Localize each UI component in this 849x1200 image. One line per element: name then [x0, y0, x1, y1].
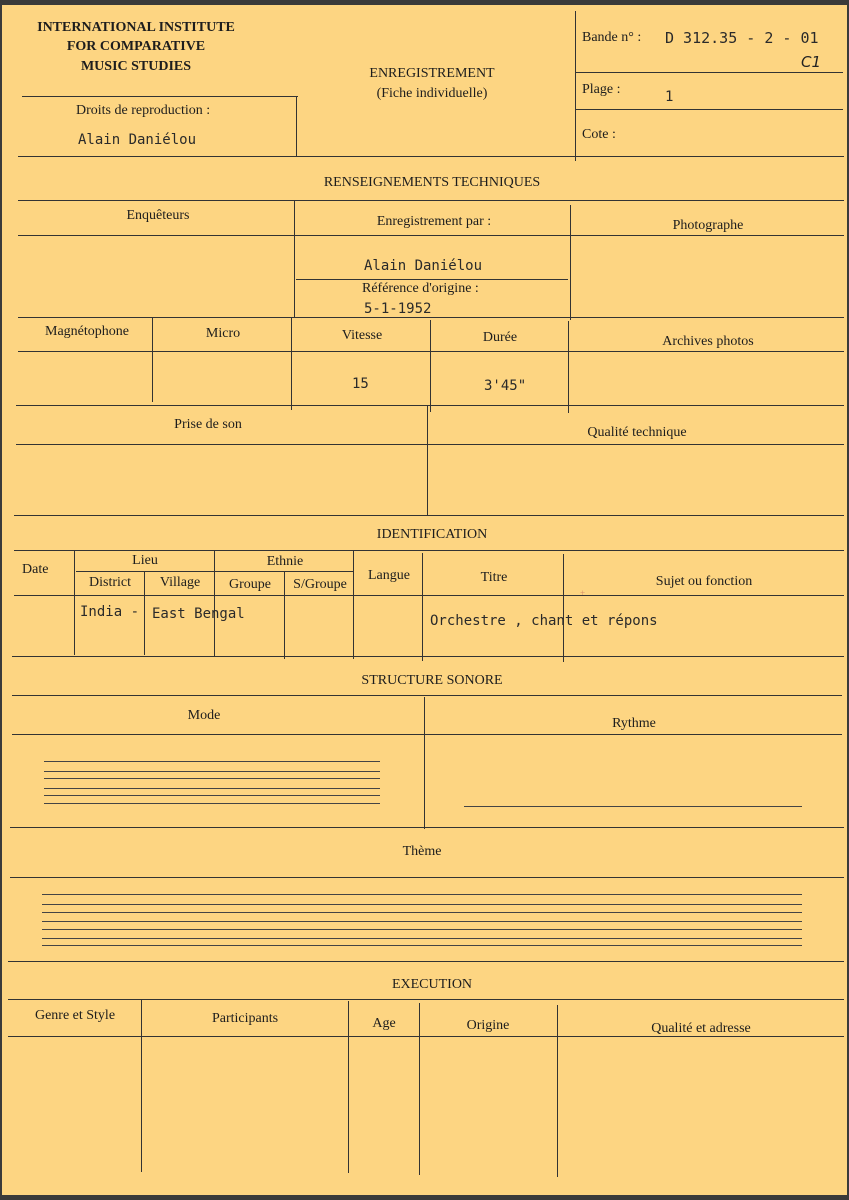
rule [12, 734, 842, 735]
prise-de-son-label: Prise de son [174, 417, 242, 432]
mode-line [44, 778, 380, 779]
enregistrement-par-label: Enregistrement par : [376, 214, 492, 229]
cote-label: Cote : [582, 127, 616, 142]
photographe-label: Photographe [672, 218, 744, 233]
rule [10, 827, 844, 828]
titre-value: Orchestre , chant et répons [430, 613, 658, 629]
structure-section-title: STRUCTURE SONORE [361, 673, 503, 688]
rule [8, 961, 844, 962]
mode-line [44, 761, 380, 762]
ethnie-label: Ethnie [266, 554, 304, 569]
theme-line [42, 912, 802, 913]
micro-label: Micro [205, 326, 241, 341]
rule [294, 201, 295, 317]
theme-line [42, 921, 802, 922]
rule [557, 1005, 558, 1177]
vitesse-label: Vitesse [341, 328, 383, 343]
rule [141, 1000, 142, 1172]
rule [427, 406, 428, 516]
age-label: Age [372, 1016, 396, 1031]
rule [18, 351, 844, 352]
rule [284, 571, 285, 659]
rule [14, 515, 844, 516]
rights-value: Alain Daniélou [78, 132, 197, 148]
rule [8, 1036, 844, 1037]
participants-label: Participants [211, 1011, 279, 1026]
duree-value: 3'45" [484, 378, 527, 394]
titre-label: Titre [480, 570, 508, 585]
rule [14, 595, 844, 596]
mode-line [44, 803, 380, 804]
mode-line [44, 795, 380, 796]
institute-name-line1: INTERNATIONAL INSTITUTE [37, 20, 235, 35]
rule [16, 405, 844, 406]
theme-line [42, 945, 802, 946]
theme-line [42, 929, 802, 930]
rule [22, 96, 298, 97]
district-value: India - [80, 604, 140, 620]
magnetophone-label: Magnétophone [45, 324, 129, 339]
rule [570, 205, 571, 320]
rule [18, 200, 844, 201]
rule [12, 695, 842, 696]
rythme-line [464, 806, 802, 807]
rule [16, 444, 844, 445]
village-label: Village [159, 575, 201, 590]
rights-label: Droits de reproduction : [76, 103, 211, 118]
origine-label: Origine [466, 1018, 510, 1033]
qualite-adresse-label: Qualité et adresse [651, 1021, 751, 1036]
rule [353, 551, 354, 659]
rule [8, 999, 844, 1000]
rule [18, 317, 844, 318]
rule [18, 235, 844, 236]
sgroupe-label: S/Groupe [293, 577, 347, 592]
qualite-technique-label: Qualité technique [587, 425, 687, 440]
rule [74, 551, 75, 655]
rule [424, 697, 425, 829]
village-value: East Bengal [152, 606, 245, 622]
execution-section-title: EXECUTION [391, 977, 473, 992]
plage-label: Plage : [582, 82, 621, 97]
groupe-label: Groupe [229, 577, 271, 592]
rythme-label: Rythme [612, 716, 656, 731]
rule [430, 320, 431, 412]
enqueteurs-label: Enquêteurs [126, 208, 190, 223]
mode-line [44, 771, 380, 772]
lieu-label: Lieu [132, 553, 158, 568]
bande-value: D 312.35 - 2 - 01 [665, 29, 819, 47]
rule [144, 571, 145, 655]
bande-label: Bande n° : [582, 30, 642, 45]
rule [14, 550, 844, 551]
rule [576, 72, 843, 73]
rule [296, 279, 568, 280]
theme-line [42, 894, 802, 895]
form-subtitle: (Fiche individuelle) [376, 86, 488, 101]
reference-value: 5-1-1952 [364, 301, 432, 317]
duree-label: Durée [482, 330, 518, 345]
institute-name-line2: FOR COMPARATIVE [66, 39, 206, 54]
rule [419, 1003, 420, 1175]
identification-section-title: IDENTIFICATION [376, 527, 488, 542]
archives-photos-label: Archives photos [662, 334, 754, 349]
sujet-fonction-label: Sujet ou fonction [655, 574, 753, 589]
form-title: ENREGISTREMENT [369, 66, 495, 81]
vitesse-value: 15 [352, 376, 369, 392]
rule [12, 656, 844, 657]
theme-line [42, 938, 802, 939]
enregistrement-par-value: Alain Daniélou [364, 258, 483, 274]
rule [10, 877, 844, 878]
rule [214, 551, 215, 657]
technical-section-title: RENSEIGNEMENTS TECHNIQUES [323, 175, 541, 190]
genre-style-label: Genre et Style [34, 1008, 116, 1023]
rule [152, 352, 153, 402]
rule [576, 109, 843, 110]
langue-label: Langue [368, 568, 410, 583]
theme-line [42, 904, 802, 905]
rule [348, 1001, 349, 1173]
mode-label: Mode [187, 708, 221, 723]
rule [296, 97, 297, 157]
theme-label: Thème [402, 844, 442, 859]
rule [568, 321, 569, 413]
reference-label: Référence d'origine : [362, 281, 479, 296]
recording-card: INTERNATIONAL INSTITUTE FOR COMPARATIVE MUSIC STUDIES ENREGISTREMENT (Fiche individuelle) Droits de reproduction : Alain Daniélou Bande n° : D 312.35 - 2 - 01 C1 Plage : 1 Cote : RENSEIGNEMENTS TECHNIQUES Enquêteurs Enregistrement par : Photographe Alain Daniélou Référence d'origine : 5-1-1952 Magnétophone Micro Vitesse Durée Archives photos 15 3'45" Prise de son Qualité technique IDENTIFICATION Date Lieu Ethnie District Village Groupe S/Groupe Langue Titre Sujet ou fonction + India - East Bengal Orchestre , chant et répons STRUCTURE SONORE Mode Rythme Thème EXECUTION Genre et Style Participants Age Origine Qualité et adresse [2, 5, 847, 1195]
rule [575, 11, 576, 161]
rule [18, 156, 844, 157]
date-label: Date [22, 562, 49, 577]
rule [76, 571, 354, 572]
institute-name-line3: MUSIC STUDIES [80, 59, 192, 74]
rule [291, 318, 292, 410]
rule [563, 554, 564, 662]
rule [422, 553, 423, 661]
mode-line [44, 788, 380, 789]
plage-value: 1 [665, 89, 674, 105]
district-label: District [89, 575, 131, 590]
bande-handwritten: C1 [801, 53, 822, 71]
